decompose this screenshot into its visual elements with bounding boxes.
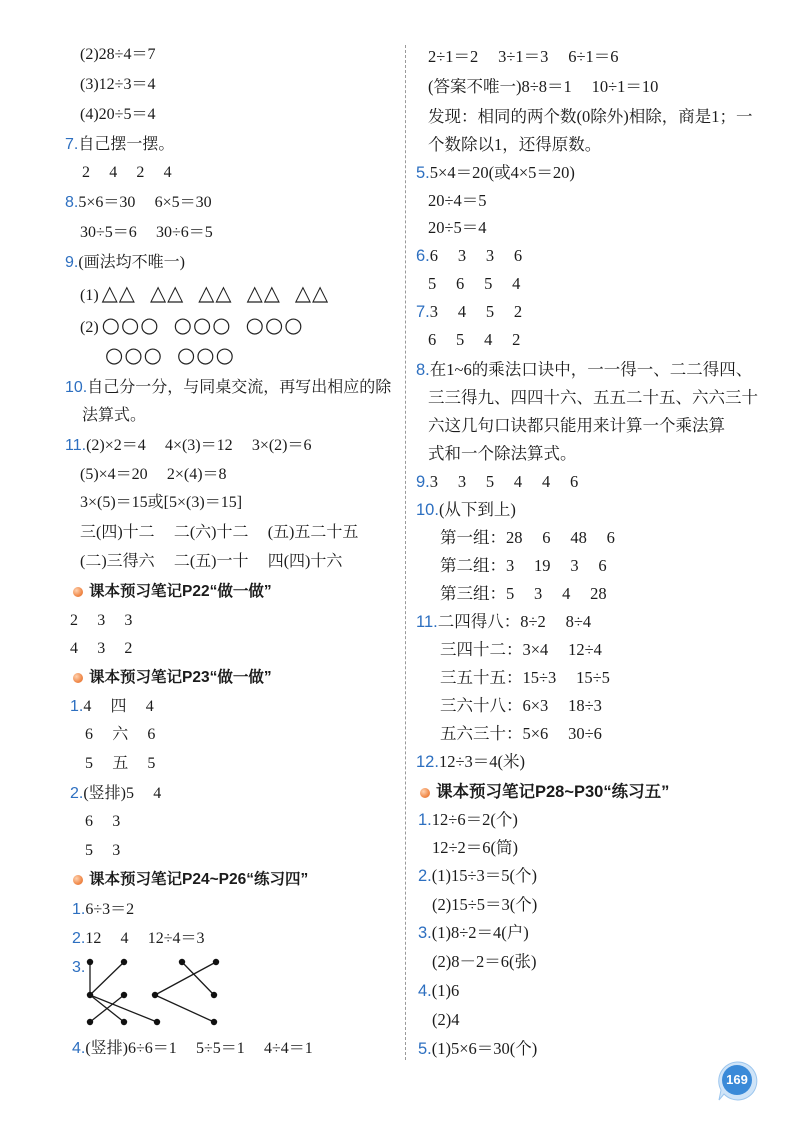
answer-line: 20÷5＝4 xyxy=(428,218,487,237)
section-header xyxy=(73,870,308,890)
question-11 xyxy=(65,436,312,456)
match-line xyxy=(155,962,216,995)
question-number: 9. xyxy=(65,254,79,271)
question-5 xyxy=(416,163,575,183)
answer-line: 30÷5＝6 30÷6＝5 xyxy=(80,224,213,241)
answer-line: 个数除以1，还得原数。 xyxy=(428,135,602,154)
match-dot xyxy=(154,1019,160,1025)
section-title: 课本预习笔记P24~P26“练习四” xyxy=(89,871,309,888)
question-1 xyxy=(70,697,154,717)
answer-line: (2)15÷5＝3(个) xyxy=(432,895,538,914)
question-number: 1. xyxy=(72,901,86,918)
section-header xyxy=(73,582,272,602)
question-number: 12. xyxy=(416,753,439,771)
answer-line: 第二组：3 19 3 6 xyxy=(440,556,607,575)
answer-line: (2)28÷4＝7 xyxy=(80,46,156,63)
page-number-badge xyxy=(714,1060,760,1102)
match-dot xyxy=(211,992,217,998)
answer-line: 第一组：28 6 48 6 xyxy=(440,528,615,547)
question-2 xyxy=(72,929,205,949)
question-7 xyxy=(65,135,174,155)
answer-text: 3 4 5 2 xyxy=(429,302,523,321)
match-line xyxy=(90,995,157,1022)
question-12 xyxy=(416,752,525,772)
match-dot xyxy=(152,992,158,998)
question-number: 11. xyxy=(65,437,87,454)
answer-text: (竖排)5 4 xyxy=(83,785,162,802)
answer-text: 二四得八：8÷2 8÷4 xyxy=(437,612,592,631)
question-number: 2. xyxy=(418,867,432,885)
answer-text: 5×4＝20(或4×5＝20) xyxy=(429,163,575,182)
section-header xyxy=(73,668,272,688)
question-number: 3. xyxy=(418,924,432,942)
question-number: 4. xyxy=(418,982,432,1000)
answer-line: 三五十五：15÷3 15÷5 xyxy=(440,668,610,687)
answer-line: (2)4 xyxy=(432,1010,460,1029)
question-7 xyxy=(416,302,522,322)
question-number: 7. xyxy=(65,136,79,153)
question-number: 1. xyxy=(70,698,84,715)
answer-line: 6 六 6 xyxy=(85,726,156,743)
circle-group: ○○○ xyxy=(245,313,304,337)
answer-line: 五六三十：5×6 30÷6 xyxy=(440,724,602,743)
match-dot xyxy=(179,959,185,965)
section-header xyxy=(420,782,669,802)
question-number: 2. xyxy=(70,785,84,802)
question-3 xyxy=(418,923,529,943)
question-2 xyxy=(418,866,537,886)
answer-text: 12 4 12÷4＝3 xyxy=(85,930,205,947)
section-title: 课本预习笔记P28~P30“练习五” xyxy=(436,783,670,801)
match-line xyxy=(155,995,214,1022)
answer-text: 3 3 5 4 4 6 xyxy=(429,472,579,491)
answer-line: 4 3 2 xyxy=(70,640,133,657)
question-number: 9. xyxy=(416,473,430,491)
answer-line: 2÷1＝2 3÷1＝3 6÷1＝6 xyxy=(428,47,619,66)
question-number: 8. xyxy=(65,194,79,211)
answer-line: 12÷2＝6(筒) xyxy=(432,838,519,857)
answer-line: (二)三得六 二(五)一十 四(四)十六 xyxy=(80,553,343,570)
question-9 xyxy=(65,253,185,273)
match-line xyxy=(90,962,124,995)
answer-line: 三三得九、四四十六、五五二十五、六六三十 xyxy=(428,388,758,407)
question-10 xyxy=(65,378,391,398)
question-6 xyxy=(416,246,522,266)
answer-line: 法算式。 xyxy=(82,407,147,424)
answer-text: 12÷6＝2(个) xyxy=(431,810,518,829)
question-11 xyxy=(416,612,591,632)
answer-text: (2)×2＝4 4×(3)＝12 3×(2)＝6 xyxy=(86,437,312,454)
bullet-dot-icon xyxy=(73,673,83,683)
triangle-group: △△ xyxy=(149,281,185,305)
matching-diagram xyxy=(78,950,224,1034)
answer-text: 自己分一分，与同桌交流，再写出相应的除 xyxy=(87,379,392,396)
triangle-group: △△ xyxy=(198,281,233,305)
answer-text: (1)8÷2＝4(户) xyxy=(431,923,529,942)
circle-group: ○○○ xyxy=(176,343,235,367)
question-number: 10. xyxy=(65,379,88,396)
triangle-row xyxy=(80,279,329,307)
answer-line: 三六十八：6×3 18÷3 xyxy=(440,696,602,715)
answer-line: 6 3 xyxy=(85,813,121,830)
answer-line: 三四十二：3×4 12÷4 xyxy=(440,640,602,659)
answer-line: 6 5 4 2 xyxy=(428,330,521,349)
circle-group: ○○○ xyxy=(173,313,232,337)
answer-text: (画法均不唯一) xyxy=(78,254,186,271)
question-2 xyxy=(70,784,161,804)
question-number: 10. xyxy=(416,501,439,519)
question-number: 1. xyxy=(418,811,432,829)
answer-line: (2)8－2＝6(张) xyxy=(432,952,537,971)
question-8 xyxy=(416,360,752,380)
answer-line: 式和一个除法算式。 xyxy=(428,444,577,463)
triangle-group: △△ xyxy=(246,281,281,305)
match-dot xyxy=(87,1019,93,1025)
answer-line: 六这几句口诀都只能用来计算一个乘法算 xyxy=(428,416,725,435)
row-label: (1) xyxy=(80,287,99,304)
question-10 xyxy=(416,500,516,520)
answer-line: 第三组：5 3 4 28 xyxy=(440,584,607,603)
row-label: (2) xyxy=(80,319,99,336)
bullet-dot-icon xyxy=(73,875,83,885)
circle-group: ○○○ xyxy=(105,343,163,367)
question-4 xyxy=(72,1039,313,1059)
answer-line: 20÷4＝5 xyxy=(428,191,487,210)
question-number: 8. xyxy=(416,361,430,379)
answer-text: (1)15÷3＝5(个) xyxy=(431,866,538,885)
answer-text: (竖排)6÷6＝1 5÷5＝1 4÷4＝1 xyxy=(85,1040,313,1057)
answer-text: 4 四 4 xyxy=(83,698,154,715)
answer-line: 发现：相同的两个数(0除外)相除，商是1；一 xyxy=(428,107,753,126)
question-8 xyxy=(65,193,212,213)
answer-text: 6 3 3 6 xyxy=(429,246,523,265)
answer-line: 5 3 xyxy=(85,842,121,859)
question-number: 7. xyxy=(416,303,430,321)
circle-group: ○○○ xyxy=(101,313,160,337)
column-divider xyxy=(405,45,406,1060)
match-dot xyxy=(213,959,219,965)
answer-text: 在1~6的乘法口诀中，一一得一、二二得四、 xyxy=(429,360,753,379)
match-dot xyxy=(121,992,127,998)
triangle-group: △△ xyxy=(101,281,136,305)
answer-text: 自己摆一摆。 xyxy=(78,136,175,153)
answer-line: 三(四)十二 二(六)十二 (五)五二十五 xyxy=(80,524,359,541)
question-number: 11. xyxy=(416,613,438,631)
match-dot xyxy=(121,1019,127,1025)
question-number: 2. xyxy=(72,930,86,947)
question-4 xyxy=(418,981,459,1001)
bullet-dot-icon xyxy=(73,587,83,597)
bullet-dot-icon xyxy=(420,788,430,798)
match-dot xyxy=(87,992,93,998)
question-1 xyxy=(418,810,518,830)
question-9 xyxy=(416,472,578,492)
page-number: 169 xyxy=(726,1072,748,1087)
section-title: 课本预习笔记P23“做一做” xyxy=(89,669,272,686)
answer-line: (答案不唯一)8÷8＝1 10÷1＝10 xyxy=(428,77,659,96)
question-number: 5. xyxy=(416,164,430,182)
circle-row-2 xyxy=(102,341,235,369)
match-dot xyxy=(211,1019,217,1025)
answer-text: (1)5×6＝30(个) xyxy=(431,1039,538,1058)
question-1 xyxy=(72,900,134,920)
answer-line: 5 6 5 4 xyxy=(428,274,521,293)
match-dot xyxy=(121,959,127,965)
question-number: 6. xyxy=(416,247,430,265)
answer-line: 2 3 3 xyxy=(70,612,133,629)
answer-line: 2 4 2 4 xyxy=(82,164,172,181)
answer-line: (4)20÷5＝4 xyxy=(80,106,156,123)
answer-line: (3)12÷3＝4 xyxy=(80,76,156,93)
answer-text: (1)6 xyxy=(431,981,460,1000)
answer-text: (从下到上) xyxy=(438,500,516,519)
section-title: 课本预习笔记P22“做一做” xyxy=(89,583,272,600)
question-number: 5. xyxy=(418,1040,432,1058)
answer-line: 5 五 5 xyxy=(85,755,156,772)
question-5 xyxy=(418,1039,537,1059)
answer-text: 12÷3＝4(米) xyxy=(438,752,525,771)
answer-text: 5×6＝30 6×5＝30 xyxy=(78,194,212,211)
circle-row-1 xyxy=(80,311,304,339)
question-number: 4. xyxy=(72,1040,86,1057)
match-dot xyxy=(87,959,93,965)
answer-text: 6÷3＝2 xyxy=(85,901,135,918)
answer-line: 3×(5)＝15或[5×(3)＝15] xyxy=(80,494,243,511)
question-number: 3. xyxy=(72,959,86,976)
triangle-group: △△ xyxy=(294,281,330,305)
answer-line: (5)×4＝20 2×(4)＝8 xyxy=(80,466,227,483)
